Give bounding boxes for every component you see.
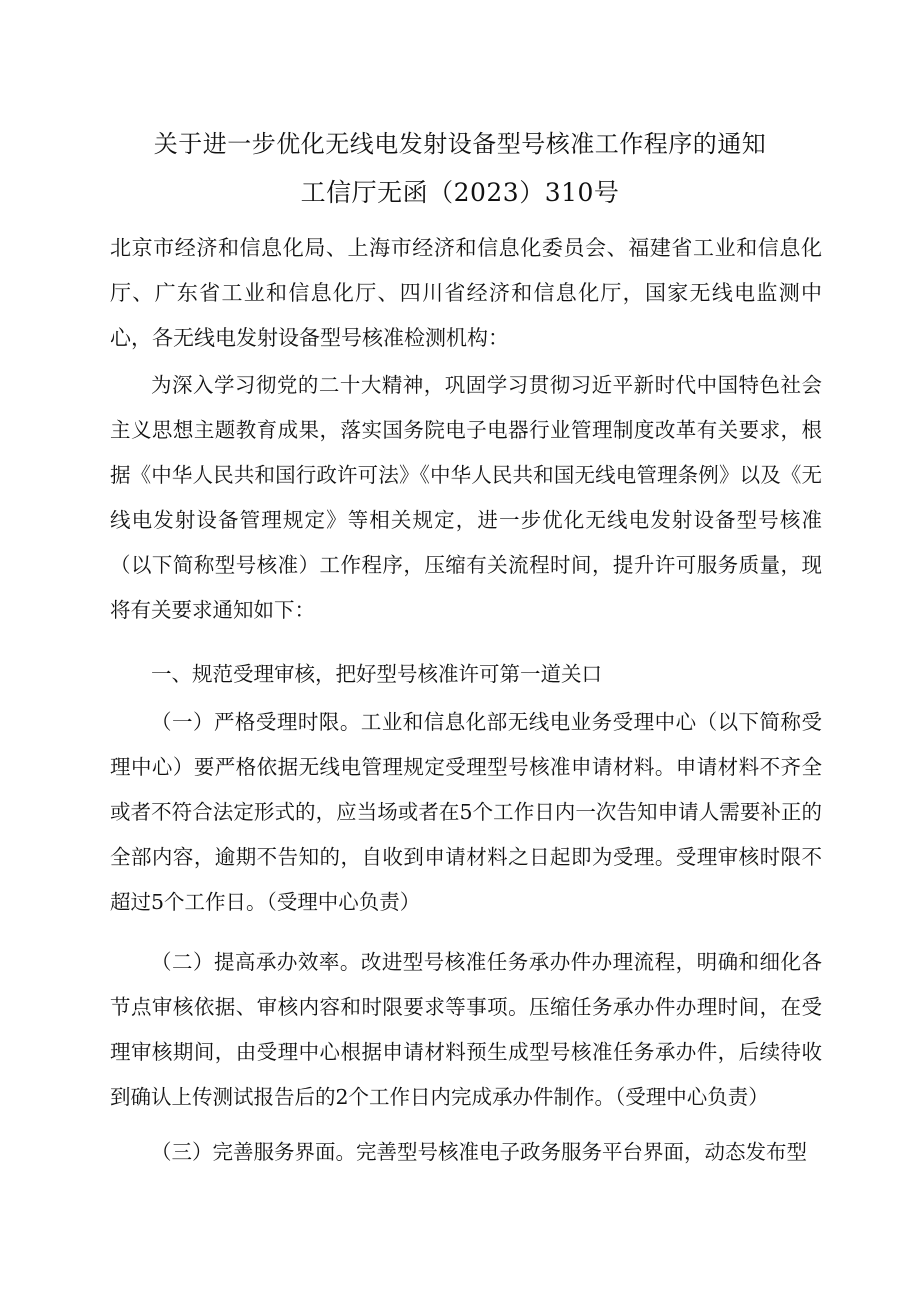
document-title: 关于进一步优化无线电发射设备型号核准工作程序的通知 bbox=[153, 130, 767, 158]
document-number: 工信厅无函（2023）310号 bbox=[300, 178, 620, 207]
section-heading-1: 一、规范受理审核，把好型号核准许可第一道关口 bbox=[151, 662, 602, 686]
paragraph-item-2: （二）提高承办效率。改进型号核准任务承办件办理流程，明确和细化各节点审核依据、审核内容和时限要求等事项。压缩任务承办件办理时间，在受理审核期间，由受理中心根据申请材料预生成型号核准任务承办件，后续待收到确认上传测试报告后的2个工作日内完成承办件制作。（受理中心负责） bbox=[110, 950, 822, 1109]
paragraph-item-1: （一）严格受理时限。工业和信息化部无线电业务受理中心（以下简称受理中心）要严格依据无线电管理规定受理型号核准申请材料。申请材料不齐全或者不符合法定形式的，应当场或者在5个工作日内一次告知申请人需要补正的全部内容，逾期不告知的，自收到申请材料之日起即为受理。受理审核时限不超过5个工作日。（受理中心负责） bbox=[110, 710, 822, 914]
paragraph-intro: 为深入学习彻党的二十大精神，巩固学习贯彻习近平新时代中国特色社会主义思想主题教育成果，落实国务院电子电器行业管理制度改革有关要求，根据《中华人民共和国行政许可法》《中华人民共和国无线电管理条例》以及《无线电发射设备管理规定》等相关规定，进一步优化无线电发射设备型号核准（以下简称型号核准）工作程序，压缩有关流程时间，提升许可服务质量，现将有关要求通知如下： bbox=[110, 373, 822, 622]
addressee: 北京市经济和信息化局、上海市经济和信息化委员会、福建省工业和信息化厅、广东省工业和信息化厅、四川省经济和信息化厅，国家无线电监测中心，各无线电发射设备型号核准检测机构： bbox=[110, 236, 822, 350]
paragraph-item-3: （三）完善服务界面。完善型号核准电子政务服务平台界面，动态发布型 bbox=[151, 1140, 807, 1164]
